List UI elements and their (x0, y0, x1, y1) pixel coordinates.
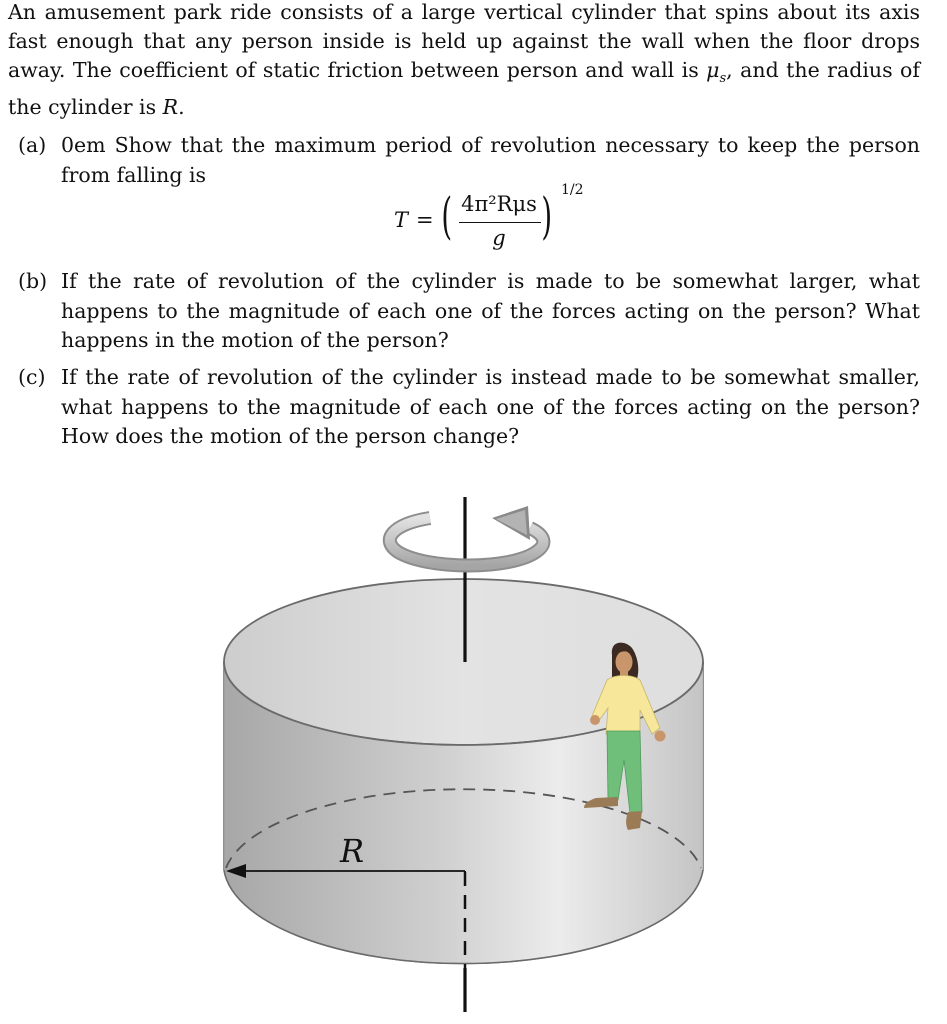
radius-symbol: R (162, 95, 179, 120)
mu-symbol: $\mu_s$ (706, 58, 727, 87)
equation-lhs: T (394, 208, 409, 232)
equation-exponent: 1/2 (561, 182, 584, 198)
part-a-text: 0em Show that the maximum period of revolution necessary to keep the person from falling is (61, 133, 920, 187)
equation-denominator: g (492, 226, 506, 250)
left-paren: ( (441, 187, 453, 245)
intro-text-3: . (178, 95, 185, 120)
part-c-text: If the rate of revolution of the cylinder is instead made to be somewhat smaller, what happens to the magnitude of each one of the forces acting on the person? How does the motion of the person change? (61, 365, 920, 448)
intro-text-2: , and the radius of the cylinder is (8, 58, 920, 120)
equation-equals: = (416, 208, 434, 232)
part-b-text: If the rate of revolution of the cylinder is made to be somewhat larger, what happens to the magnitude of each one of the forces acting on the person? What happens in the motion of the person? (61, 269, 920, 352)
part-b-label: (b) (18, 269, 48, 293)
part-a-label: (a) (18, 133, 47, 157)
right-paren: ) (541, 187, 553, 245)
part-c-label: (c) (18, 365, 46, 389)
radius-label: R (340, 832, 365, 870)
equation-numerator: 4π²Rμs (461, 192, 537, 216)
intro-text-1: An amusement park ride consists of a large vertical cylinder that spins about its axis fast enough that any person inside is held up against the wall when the floor drops away. The coefficient of static friction between person and wall is (8, 0, 920, 82)
